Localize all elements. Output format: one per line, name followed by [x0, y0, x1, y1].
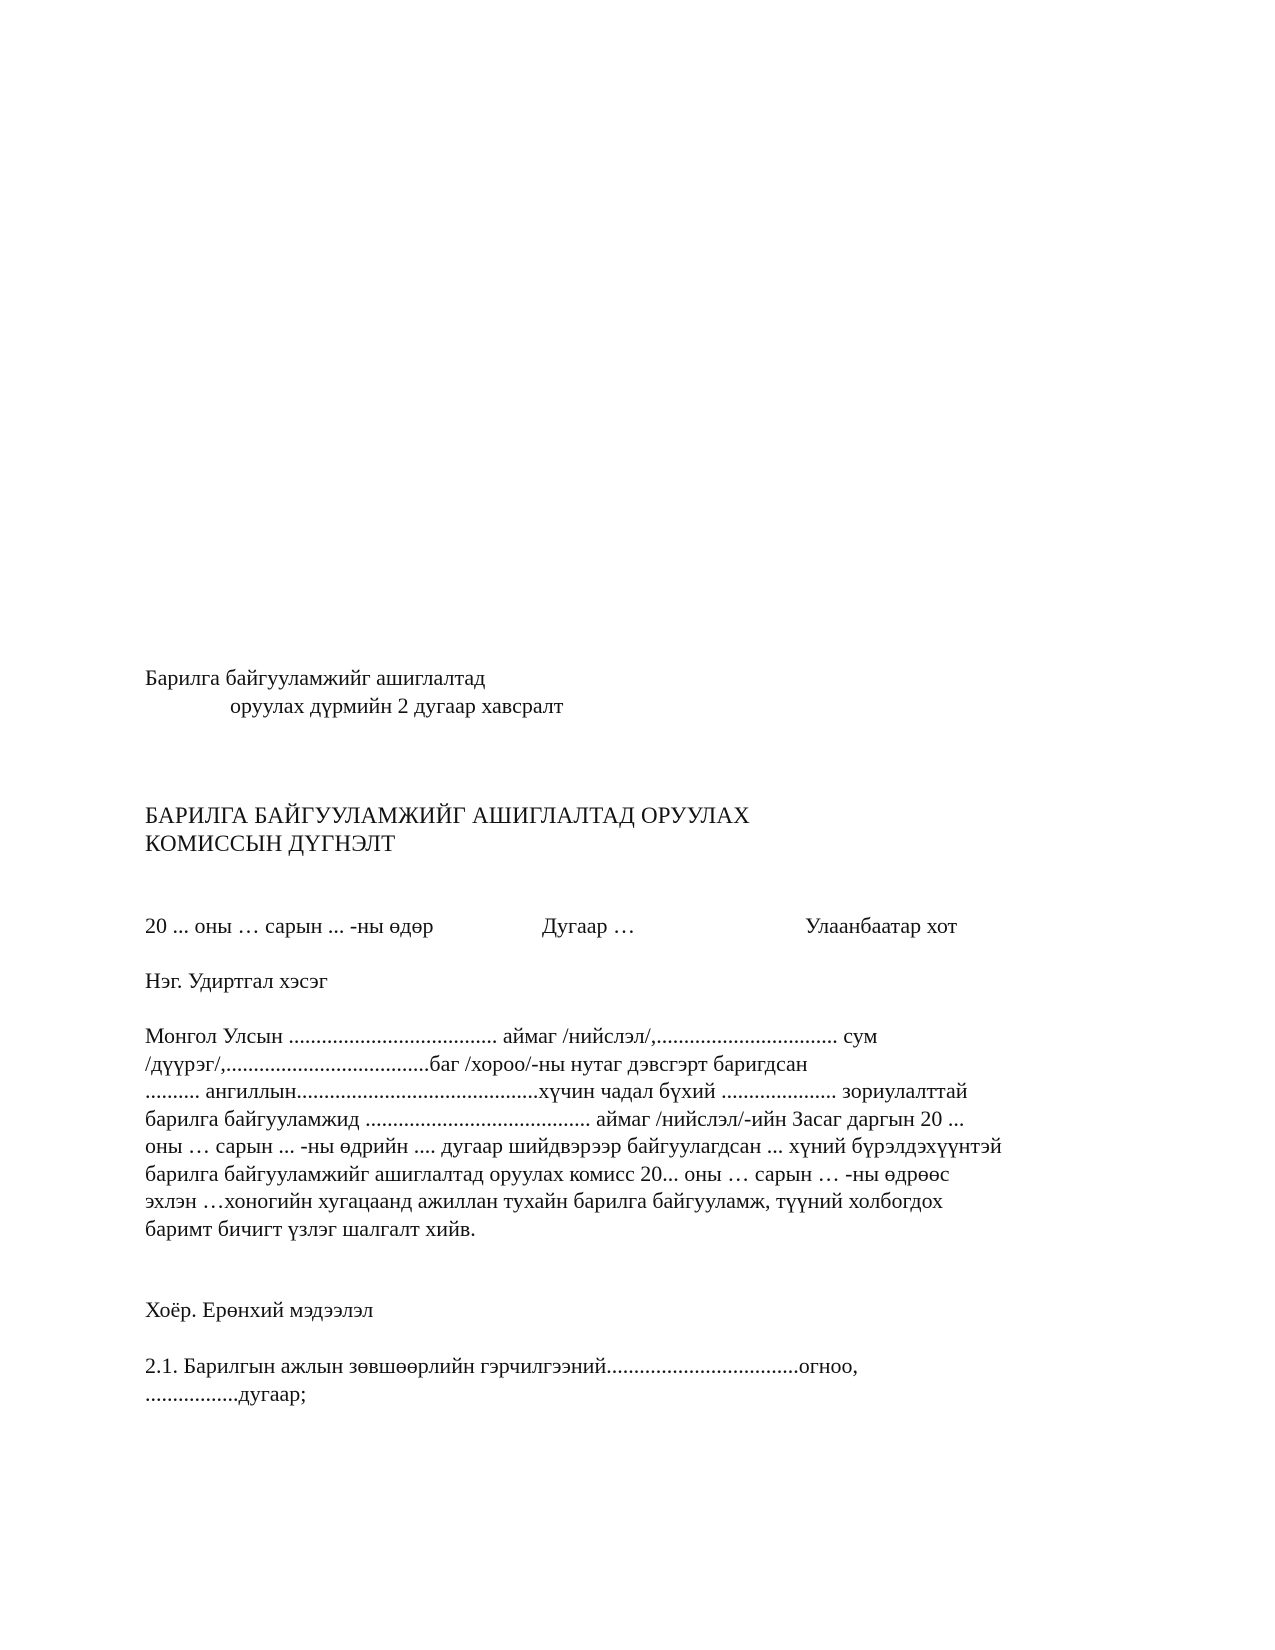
section-2-heading: Хоёр. Ерөнхий мэдээлэл: [145, 1297, 374, 1322]
section-1-line-4: барилга байгууламжид ......................................... аймаг /нийслэл/-ийн Засаг даргын 20 ...: [145, 1106, 965, 1131]
section-1-line-2: /дүүрэг/,.....................................баг /хороо/-ны нутаг дэвсгэрт баригдсан: [145, 1051, 808, 1076]
annex-note-line-2: оруулах дүрмийн 2 дугаар хавсралт: [230, 693, 564, 718]
section-1-heading: Нэг. Удиртгал хэсэг: [145, 968, 328, 993]
section-1-line-6: барилга байгууламжийг ашиглалтад оруулах комисс 20... оны … сарын … -ны өдрөөс: [145, 1161, 950, 1186]
date-field: 20 ... оны … сарын ... -ны өдөр: [145, 913, 434, 938]
item-2-1-line-1: 2.1. Барилгын ажлын зөвшөөрлийн гэрчилгээний...................................огноо,: [145, 1353, 859, 1378]
section-1-line-5: оны … сарын ... -ны өдрийн .... дугаар шийдвэрээр байгуулагдсан ... хүний бүрэлдэхүүнтэй: [145, 1133, 1002, 1158]
section-1-line-1: Монгол Улсын ...................................... аймаг /нийслэл/,................................. сум: [145, 1023, 878, 1048]
section-1-line-7: эхлэн …хоногийн хугацаанд ажиллан тухайн барилга байгууламж, түүний холбогдох: [145, 1188, 944, 1213]
place-field: Улаанбаатар хот: [805, 913, 958, 938]
number-field: Дугаар …: [542, 913, 636, 938]
annex-note-line-1: Барилга байгууламжийг ашиглалтад: [145, 665, 486, 690]
item-2-1-line-2: .................дугаар;: [145, 1381, 307, 1406]
document-title-line-1: БАРИЛГА БАЙГУУЛАМЖИЙГ АШИГЛАЛТАД ОРУУЛАХ: [145, 803, 750, 828]
section-1-line-3: .......... ангиллын............................................хүчин чадал бүхий ..................... зориулалттай: [145, 1078, 968, 1103]
section-1-line-8: баримт бичигт үзлэг шалгалт хийв.: [145, 1216, 476, 1241]
document-title-line-2: КОМИССЫН ДҮГНЭЛТ: [145, 831, 396, 856]
